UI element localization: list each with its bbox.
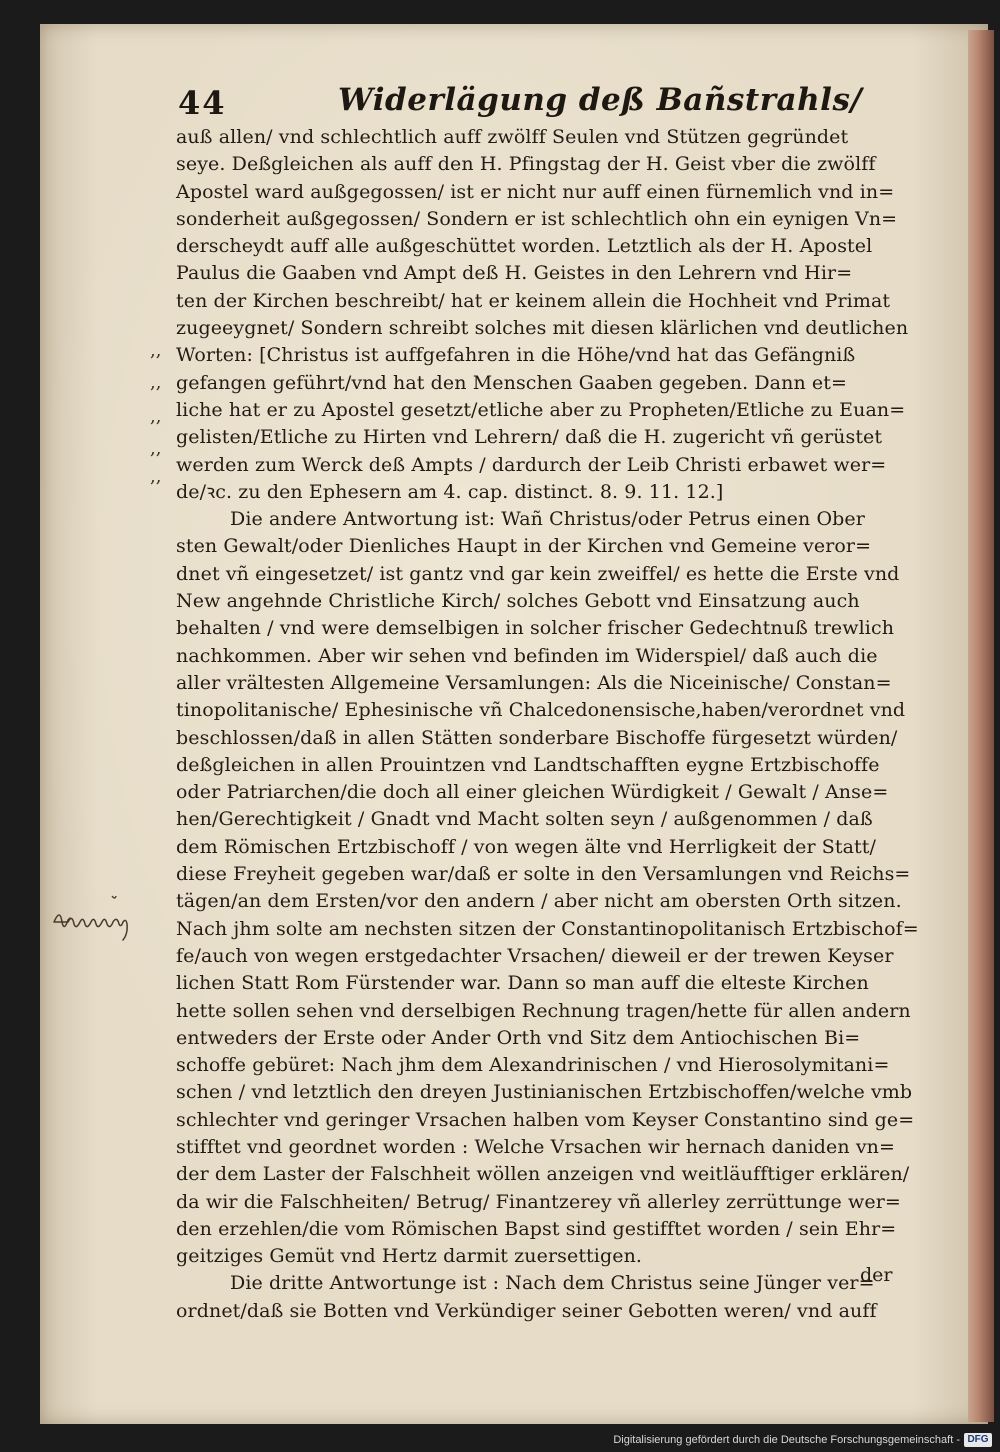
text-line: deßgleichen in allen Prouintzen vnd Landtschafften eygne Ertzbischoffe <box>176 753 880 776</box>
text-line: nachkommen. Aber wir sehen vnd befinden im Widerspiel/ daß auch die <box>176 644 878 667</box>
page-body-text <box>176 124 919 1325</box>
text-line: gefangen geführt/vnd hat den Menschen Gaaben gegeben. Dann et= <box>176 371 848 394</box>
text-line: da wir die Falschheiten/ Betrug/ Finantzerey vñ allerley zerrüttunge wer= <box>176 1190 901 1213</box>
text-line: Apostel ward außgegossen/ ist er nicht nur auff einen fürnemlich vnd in= <box>176 180 895 203</box>
text-line: de/ꝛc. zu den Ephesern am 4. cap. distinct. 8. 9. 11. 12.] <box>176 480 724 503</box>
text-line: zugeeygnet/ Sondern schreibt solches mit diesen klärlichen vnd deutlichen <box>176 317 909 340</box>
page-number: 44 <box>178 84 227 122</box>
handwritten-margin-note <box>50 892 160 952</box>
text-line: den erzehlen/die vom Römischen Bapst sind gestifftet worden / sein Ehr= <box>176 1217 897 1240</box>
handwriting-scribble-icon <box>50 892 160 952</box>
paragraph-start-line: Die andere Antwortung ist: Wañ Christus/oder Petrus einen Ober <box>230 508 865 531</box>
text-line: werden zum Werck deß Ampts / dardurch der Leib Christi erbawet wer= <box>176 453 887 476</box>
text-line: sten Gewalt/oder Dienliches Haupt in der Kirchen vnd Gemeine veror= <box>176 535 872 558</box>
text-line: auß allen/ vnd schlechtlich auff zwölff Seulen vnd Stützen gegründet <box>176 126 849 148</box>
text-line: aller vrältesten Allgemeine Versamlungen: Als die Niceinische/ Constan= <box>176 671 892 694</box>
text-line: tägen/an dem Ersten/vor den andern / aber nicht am obersten Orth sitzen. <box>176 890 902 913</box>
paragraph-start-line: Die dritte Antwortunge ist : Nach dem Christus seine Jünger ver= <box>230 1272 875 1295</box>
quote-mark: ,, <box>150 340 162 361</box>
text-line: oder Patriarchen/die doch all einer gleichen Würdigkeit / Gewalt / Anse= <box>176 781 889 804</box>
text-line: schen / vnd letztlich den dreyen Justinianischen Ertzbischoffen/welche vmb <box>176 1081 913 1104</box>
text-line: ordnet/daß sie Botten vnd Verkündiger seiner Gebotten weren/ vnd auff <box>176 1299 877 1322</box>
text-line: schlechter vnd geringer Vrsachen halben vom Keyser Constantino sind ge= <box>176 1108 915 1131</box>
quote-mark: ,, <box>150 372 162 393</box>
text-line: derscheydt auff alle außgeschüttet worden. Letztlich als der H. Apostel <box>176 235 873 258</box>
page-header <box>178 80 863 130</box>
text-line: behalten / vnd were demselbigen in solcher frischer Gedechtnuß trewlich <box>176 617 895 640</box>
book-edge <box>968 30 994 1422</box>
funding-note: Digitalisierung gefördert durch die Deutsche Forschungsgemeinschaft - <box>613 1434 960 1446</box>
text-line: liche hat er zu Apostel gesetzt/etliche aber zu Propheten/Etliche zu Euan= <box>176 398 906 421</box>
text-line: geitziges Gemüt vnd Hertz darmit zuersettigen. <box>176 1245 643 1268</box>
text-line: hette sollen sehen vnd derselbigen Rechnung tragen/hette für allen andern <box>176 999 911 1022</box>
text-line: gelisten/Etliche zu Hirten vnd Lehrern/ daß die H. zugericht vñ gerüstet <box>176 426 883 449</box>
text-line: Nach jhm solte am nechsten sitzen der Constantinopolitanisch Ertzbischof= <box>176 917 919 940</box>
text-line: der dem Laster der Falschheit wöllen anzeigen vnd weitläufftiger erklären/ <box>176 1163 910 1186</box>
text-line: beschlossen/daß in allen Stätten sonderbare Bischoffe fürgesetzt würden/ <box>176 726 898 749</box>
quote-mark: ,, <box>150 406 162 427</box>
text-line: seye. Deßgleichen als auff den H. Pfingstag der H. Geist vber die zwölff <box>176 153 876 176</box>
text-line: entweders der Erste oder Ander Orth vnd Sitz dem Antiochischen Bi= <box>176 1026 861 1049</box>
text-line: schoffe gebüret: Nach jhm dem Alexandrinischen / vnd Hierosolymitani= <box>176 1054 890 1077</box>
text-line: tinopolitanische/ Ephesinische vñ Chalcedonensische,haben/verordnet vnd <box>176 699 906 722</box>
text-line: New angehnde Christliche Kirch/ solches Gebott vnd Einsatzung auch <box>176 590 860 613</box>
text-line: lichen Statt Rom Fürstender war. Dann so man auff die elteste Kirchen <box>176 972 869 995</box>
text-line: hen/Gerechtigkeit / Gnadt vnd Macht solten seyn / außgenommen / daß <box>176 808 873 831</box>
text-line: ten der Kirchen beschreibt/ hat er keinem allein die Hochheit vnd Primat <box>176 289 891 312</box>
dfg-logo-icon: DFG <box>964 1433 992 1447</box>
text-line: diese Freyheit gegeben war/daß er solte in den Versamlungen vnd Reichs= <box>176 863 911 886</box>
text-line: dnet vñ eingesetzet/ ist gantz vnd gar kein zweiffel/ es hette die Erste vnd <box>176 562 900 585</box>
text-line: stifftet vnd geordnet worden : Welche Vrsachen wir hernach daniden vn= <box>176 1135 896 1158</box>
text-line: Worten: [Christus ist auffgefahren in die Höhe/vnd hat das Gefängniß <box>176 344 856 367</box>
running-title: Widerlägung deß Bañstrahls/ <box>338 82 863 118</box>
quote-mark: ,, <box>150 438 162 459</box>
text-line: fe/auch von wegen erstgedachter Vrsachen/ dieweil er der trewen Keyser <box>176 944 894 967</box>
text-line: Paulus die Gaaben vnd Ampt deß H. Geistes in den Lehrern vnd Hir= <box>176 262 853 285</box>
quote-mark: ,, <box>150 466 162 487</box>
text-line: dem Römischen Ertzbischoff / von wegen älte vnd Herrligkeit der Statt/ <box>176 835 877 858</box>
catchword: der <box>860 1264 893 1286</box>
text-line: sonderheit außgegossen/ Sondern er ist schlechtlich ohn ein eynigen Vn= <box>176 207 898 230</box>
